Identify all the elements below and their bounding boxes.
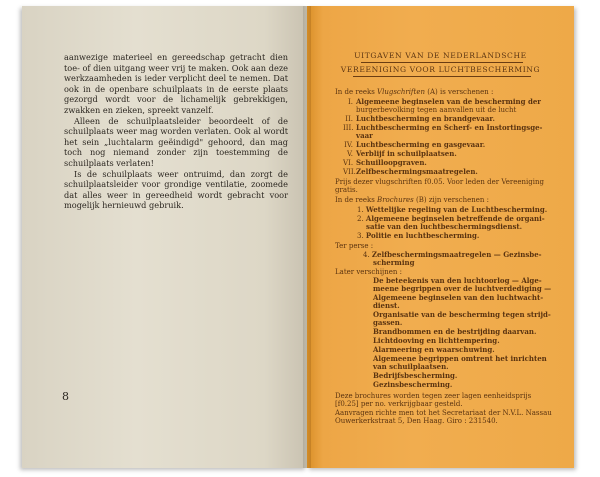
intro-text: In de reeks: [335, 88, 378, 96]
later-item: Algemeene beginselen van den luchtwacht-: [373, 293, 544, 302]
list-item-cont: scherming: [373, 258, 415, 267]
intro-text: (A) is verschenen :: [425, 88, 494, 96]
intro-italic: Brochures: [377, 196, 414, 204]
title-underline: [361, 62, 523, 63]
later-item: Gezinsbescherming.: [373, 380, 453, 389]
list-item: I. Algemeene beginselen van de bescherming der: [348, 97, 541, 106]
reeks-b-intro: [335, 196, 489, 205]
open-booklet: [22, 6, 574, 468]
list-item-cont: satie van den luchtbeschermingsdienst.: [366, 222, 523, 231]
later-item: Brandbommen en de bestrijding daarvan.: [373, 327, 537, 336]
page-title-line1: UITGAVEN VAN DE NEDERLANDSCHE: [354, 51, 527, 60]
book-spine: [303, 6, 311, 468]
title-underline: [353, 76, 531, 77]
intro-text: (B) zijn verschenen :: [413, 196, 490, 204]
list-item: 1. Wettelijke regeling van de Luchtbescherming.: [357, 205, 548, 214]
later-item: De beteekenis van den luchtoorlog — Alge-: [373, 276, 542, 285]
intro-text: In de reeks: [335, 196, 378, 204]
footer-note: Ouwerkerkstraat 5, Den Haag. Giro : 231540.: [335, 417, 498, 425]
later-item: Algemeene begrippen omtrent het inrichten: [373, 354, 547, 363]
list-item: 2. Algemeene beginselen betreffende de organi-: [357, 214, 545, 223]
later-item: Lichtdooving en lichttempering.: [373, 336, 500, 345]
list-item: II. Luchtbescherming en brandgevaar.: [345, 114, 495, 123]
footer-note: Deze brochures worden tegen zeer lagen eenheidsprijs: [335, 392, 532, 400]
list-item: 4. Zelfbeschermingsmaatregelen — Gezinsbe-: [363, 250, 542, 259]
list-item-cont: vaar: [356, 131, 373, 140]
left-paragraph: aanwezige materieel en gereedschap getracht dien toe- of dien uitgang weer vrij te maken. Ook aan deze werkzaamheden is ieder verplicht deel te nemen. Dat ook in de openbare schuilplaats in de eerste plaats gezorgd wordt voor de lichamelijk gebrekkigen, zwakken en zieken, spreekt vanzelf.: [64, 52, 288, 115]
footer-note: Aanvragen richte men tot het Secretariaat der N.V.L. Nassau: [335, 409, 552, 417]
list-item: III. Luchtbescherming en Scherf- en Instortingsge-: [343, 123, 543, 132]
left-paragraph: Is de schuilplaats weer ontruimd, dan zorgt de schuilplaatsleider voor grondige ventilatie, zoomede dat alles weer in gereedheid wordt gebracht voor mogelijk hernieuwd gebruik.: [64, 168, 288, 211]
left-paragraph: Alleen de schuilplaatsleider beoordeelt of de schuilplaats weer mag worden verlaten. Ook al wordt het sein „luchtalarm geëindigd" gehoord, dan mag toch nog niemand zonder zijn toestemming de schuilplaats verlaten!: [64, 115, 288, 168]
later-item: Organisatie van de bescherming tegen strijd-: [373, 310, 551, 319]
later-item-cont: gassen.: [373, 318, 403, 327]
list-item: 3. Politie en luchtbescherming.: [357, 231, 480, 240]
later-item-cont: dienst.: [373, 301, 400, 310]
later-item-cont: meene begrippen over de luchtverdediging —: [373, 284, 552, 293]
left-page: [22, 6, 307, 468]
later-item: Alarmeering en waarschuwing.: [373, 345, 495, 354]
page-number: 8: [62, 390, 69, 403]
intro-italic: Vlugschriften: [377, 88, 425, 96]
left-page-body: [64, 52, 288, 211]
page-title-line2: VEREENIGING VOOR LUCHTBESCHERMING: [340, 65, 541, 74]
price-note: Prijs dezer vlugschriften f0.05. Voor leden der Vereeniging: [335, 178, 544, 186]
later-item-cont: van schuilplaatsen.: [373, 362, 449, 371]
list-item-cont: burgerbevolking tegen aanvallen uit de lucht: [356, 106, 517, 114]
later-item: Bedrijfsbescherming.: [373, 371, 458, 380]
list-item: V. Verblijf in schuilplaatsen.: [346, 149, 457, 158]
footer-note: [f0.25] per no. verkrijgbaar gesteld.: [335, 400, 463, 408]
right-page: [307, 6, 574, 468]
list-item: VI. Schuilloopgraven.: [343, 158, 427, 167]
list-item: IV. Luchtbescherming en gasgevaar.: [344, 140, 486, 149]
ter-perse-label: Ter perse :: [335, 242, 374, 250]
reeks-a-intro: [335, 88, 493, 97]
later-label: Later verschijnen :: [335, 268, 402, 276]
list-item: VII.Zelfbeschermingsmaatregelen.: [343, 167, 478, 176]
price-note: gratis.: [335, 186, 358, 194]
